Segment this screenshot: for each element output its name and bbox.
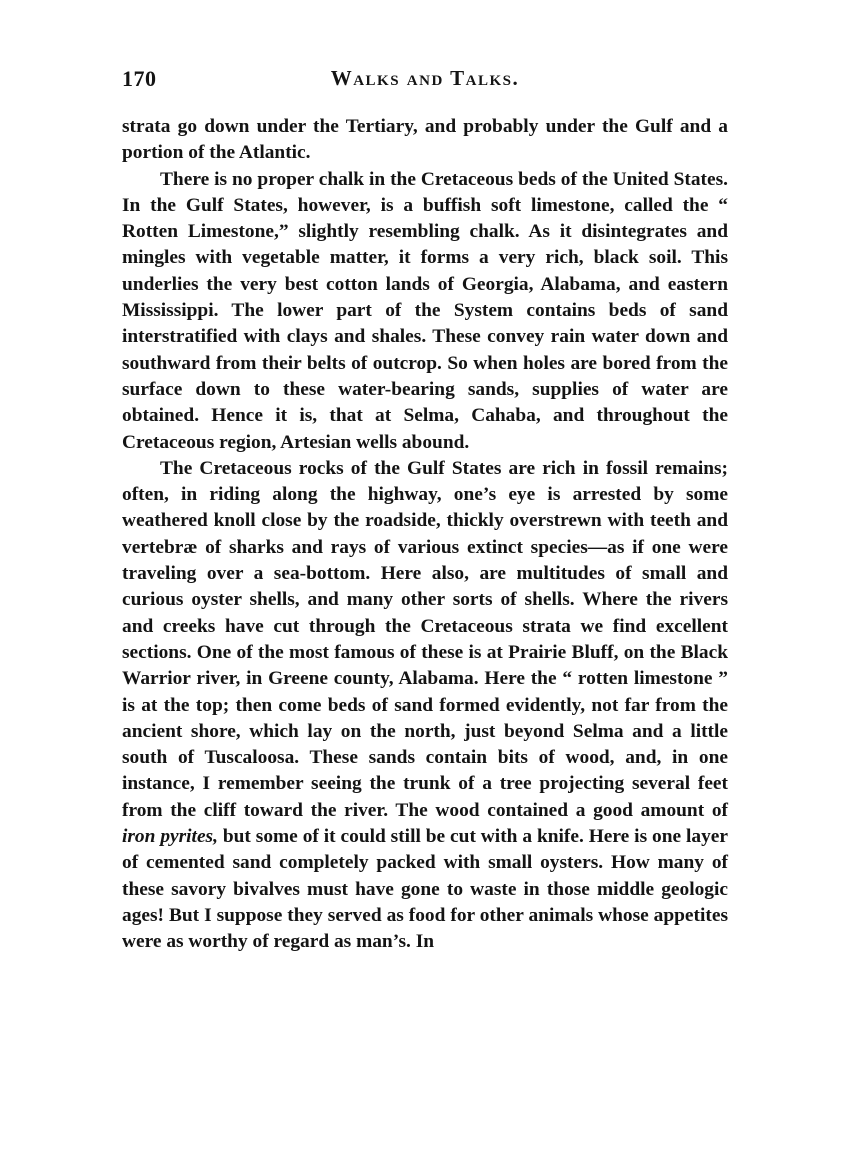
running-head: Walks and Talks. [330, 66, 520, 90]
paragraph-fossils-part-2: but some of it could still be cut with a knife. Here is one layer of cemented sand completely packed with small oysters. How many of these savory bivalves must have gone to waste in those middle geologic ages! But I suppose they served as food for other animals whose appetites were as worthy of regard as man’s. In [122, 826, 729, 953]
italic-term-iron-pyrites: iron pyrites, [122, 826, 218, 848]
page-number: 170 [122, 66, 157, 91]
paragraph-chalk: There is no proper chalk in the Cretaceous beds of the United States. In the Gulf States, however, is a buffish soft limestone, called the “ Rotten Limestone,” slightly resembling chalk. As it disintegrates and mingles with vegetable matter, it forms a very rich, black soil. This underlies the very best cotton lands of Georgia, Alabama, and eastern Mississippi. The lower part of the System contains beds of sand interstratified with clays and shales. These convey rain water down and southward from their belts of outcrop. So when holes are bored from the surface down to these water-bearing sands, supplies of water are obtained. Hence it is, that at Selma, Cahaba, and throughout the Cretaceous region, Artesian wells abound. [122, 168, 728, 453]
paragraph-fossils [122, 456, 728, 956]
page-header [122, 66, 728, 98]
paragraph-fossils-part-1: The Cretaceous rocks of the Gulf States are rich in fossil remains; often, in riding along the highway, one’s eye is arrested by some weathered knoll close by the roadside, thickly overstrewn with teeth and vertebræ of sharks and rays of various extinct species—as if one were traveling over a sea-bottom. Here also, are multitudes of small and curious oyster shells, and many other sorts of shells. Where the rivers and creeks have cut through the Cretaceous strata we find excellent sections. One of the most famous of these is at Prairie Bluff, on the Black Warrior river, in Greene county, Alabama. Here the “ rotten limestone ” is at the top; then come beds of sand formed evidently, not far from the ancient shore, which lay on the north, just beyond Selma and a little south of Tuscaloosa. These sands contain bits of wood, and, in one instance, I remember seeing the trunk of a tree projecting several feet from the cliff toward the river. The wood contained a good amount of [122, 457, 728, 821]
body-text [122, 114, 728, 956]
paragraph-continuation: strata go down under the Tertiary, and probably under the Gulf and a portion of the Atlantic. [122, 116, 728, 164]
